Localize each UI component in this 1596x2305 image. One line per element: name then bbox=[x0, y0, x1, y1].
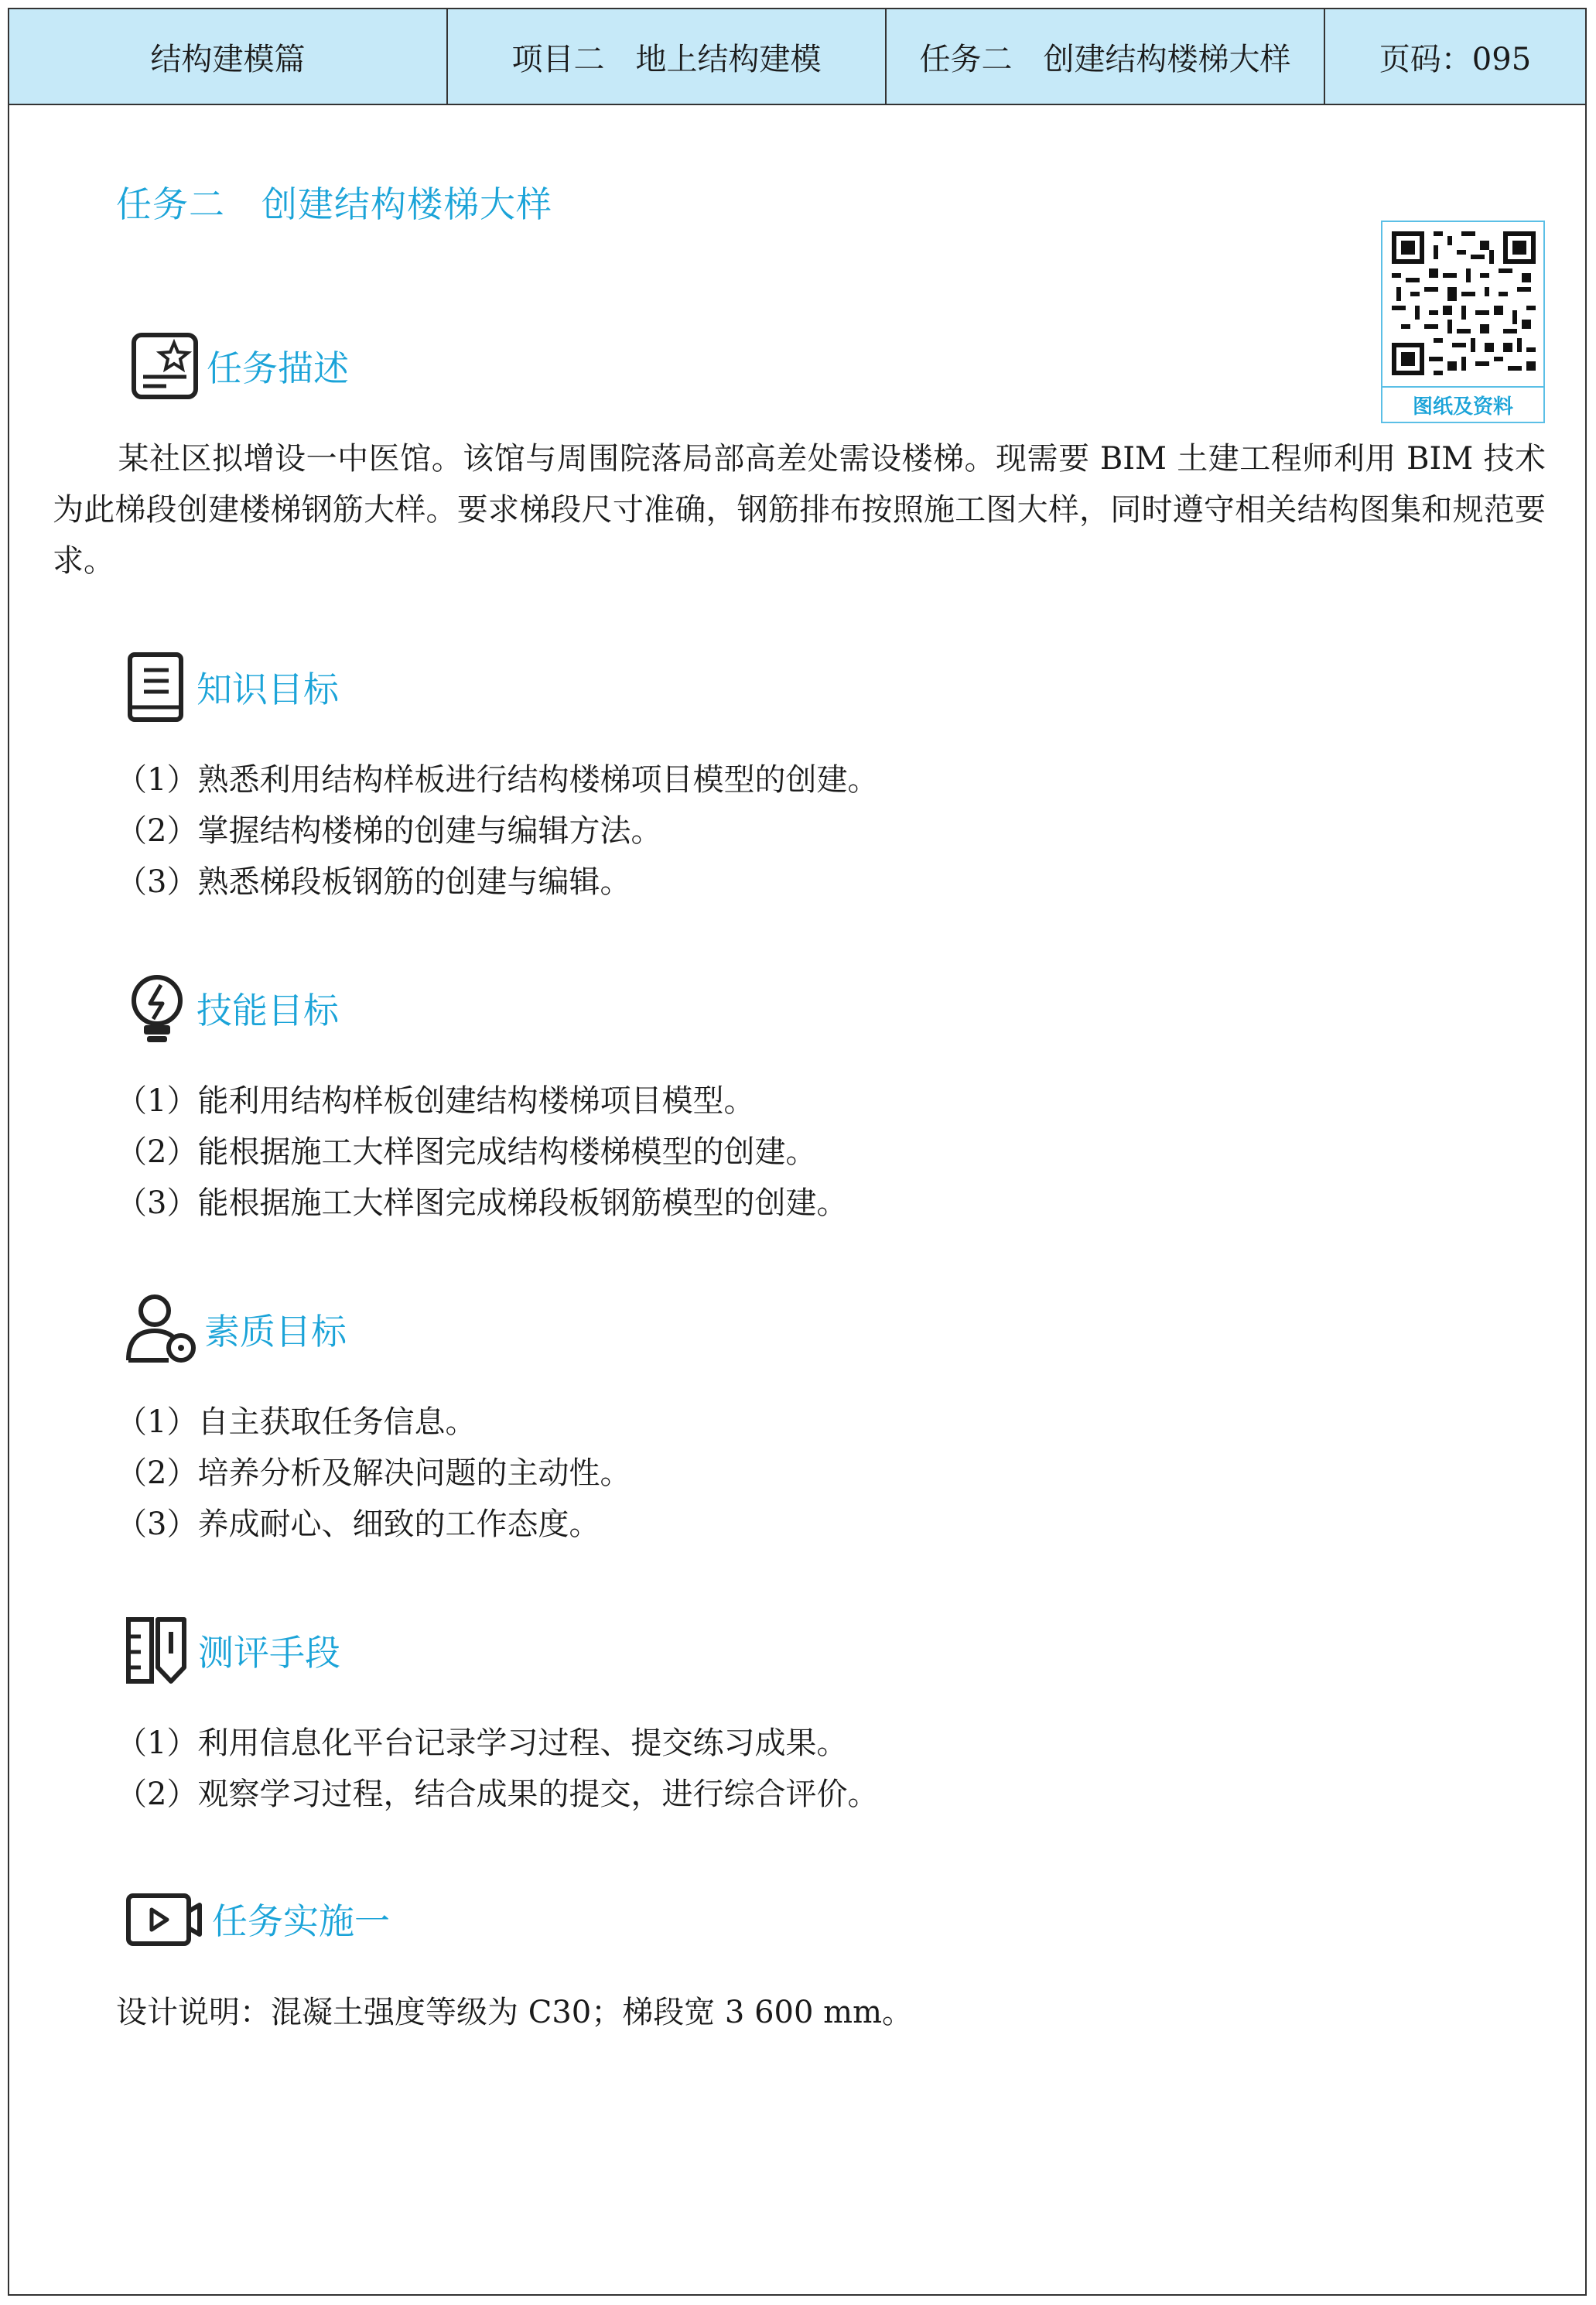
section-title-description: 任务描述 bbox=[207, 347, 349, 389]
description-text: 某社区拟增设一中医馆。该馆与周围院落局部高差处需设楼梯。现需要 BIM 土建工程师利用 BIM 技术为此梯段创建楼梯钢筋大样。要求梯段尺寸准确，钢筋排布按照施工图大样，同时遵守相关结构图集和规范要求。 bbox=[53, 441, 1546, 579]
lightbulb-icon bbox=[122, 971, 192, 1045]
list-item: （1）自主获取任务信息。 bbox=[116, 1404, 477, 1440]
header-page-number: 页码：095 bbox=[1379, 41, 1532, 77]
page-header bbox=[8, 8, 1587, 105]
description-paragraph bbox=[53, 433, 1546, 587]
section-title-knowledge: 知识目标 bbox=[197, 669, 339, 710]
ruler-pencil-icon bbox=[122, 1613, 193, 1688]
design-note: 设计说明：混凝土强度等级为 C30；梯段宽 3 600 mm。 bbox=[116, 1995, 914, 2030]
qr-code-box[interactable] bbox=[1381, 221, 1545, 423]
skill-list bbox=[116, 1076, 847, 1229]
list-item: （2）能根据施工大样图完成结构楼梯模型的创建。 bbox=[116, 1134, 817, 1170]
implementation-text bbox=[116, 1987, 913, 2038]
knowledge-list bbox=[116, 754, 878, 908]
qr-code-icon bbox=[1392, 231, 1536, 375]
assessment-list bbox=[116, 1718, 878, 1820]
book-icon bbox=[122, 650, 192, 724]
list-item: （3）熟悉梯段板钢筋的创建与编辑。 bbox=[116, 864, 631, 900]
section-header-quality bbox=[122, 1292, 347, 1366]
section-title-skill: 技能目标 bbox=[197, 990, 339, 1031]
header-task: 任务二 创建结构楼梯大样 bbox=[887, 9, 1325, 104]
list-item: （1）熟悉利用结构样板进行结构楼梯项目模型的创建。 bbox=[116, 762, 879, 798]
section-title-assessment: 测评手段 bbox=[198, 1632, 340, 1674]
header-book-part: 结构建模篇 bbox=[9, 9, 448, 104]
qr-caption: 图纸及资料 bbox=[1382, 386, 1543, 422]
section-header-implementation bbox=[122, 1882, 390, 1956]
section-header-description bbox=[128, 329, 349, 403]
section-title-quality: 素质目标 bbox=[204, 1311, 347, 1353]
person-gear-icon bbox=[122, 1292, 200, 1366]
list-item: （2）掌握结构楼梯的创建与编辑方法。 bbox=[116, 813, 662, 849]
list-item: （3）能根据施工大样图完成梯段板钢筋模型的创建。 bbox=[116, 1185, 848, 1221]
task-title: 任务二 创建结构楼梯大样 bbox=[116, 183, 552, 225]
star-document-icon bbox=[128, 329, 202, 403]
section-header-skill bbox=[122, 971, 339, 1045]
list-item: （1）利用信息化平台记录学习过程、提交练习成果。 bbox=[116, 1725, 848, 1761]
quality-list bbox=[116, 1397, 631, 1550]
video-play-icon bbox=[122, 1882, 207, 1956]
list-item: （2）观察学习过程，结合成果的提交，进行综合评价。 bbox=[116, 1777, 879, 1812]
list-item: （1）能利用结构样板创建结构楼梯项目模型。 bbox=[116, 1083, 755, 1119]
section-header-knowledge bbox=[122, 650, 339, 724]
list-item: （2）培养分析及解决问题的主动性。 bbox=[116, 1455, 631, 1491]
section-header-assessment bbox=[122, 1613, 340, 1688]
list-item: （3）养成耐心、细致的工作态度。 bbox=[116, 1506, 600, 1542]
header-project: 项目二 地上结构建模 bbox=[448, 9, 887, 104]
section-title-implementation: 任务实施一 bbox=[212, 1900, 390, 1942]
